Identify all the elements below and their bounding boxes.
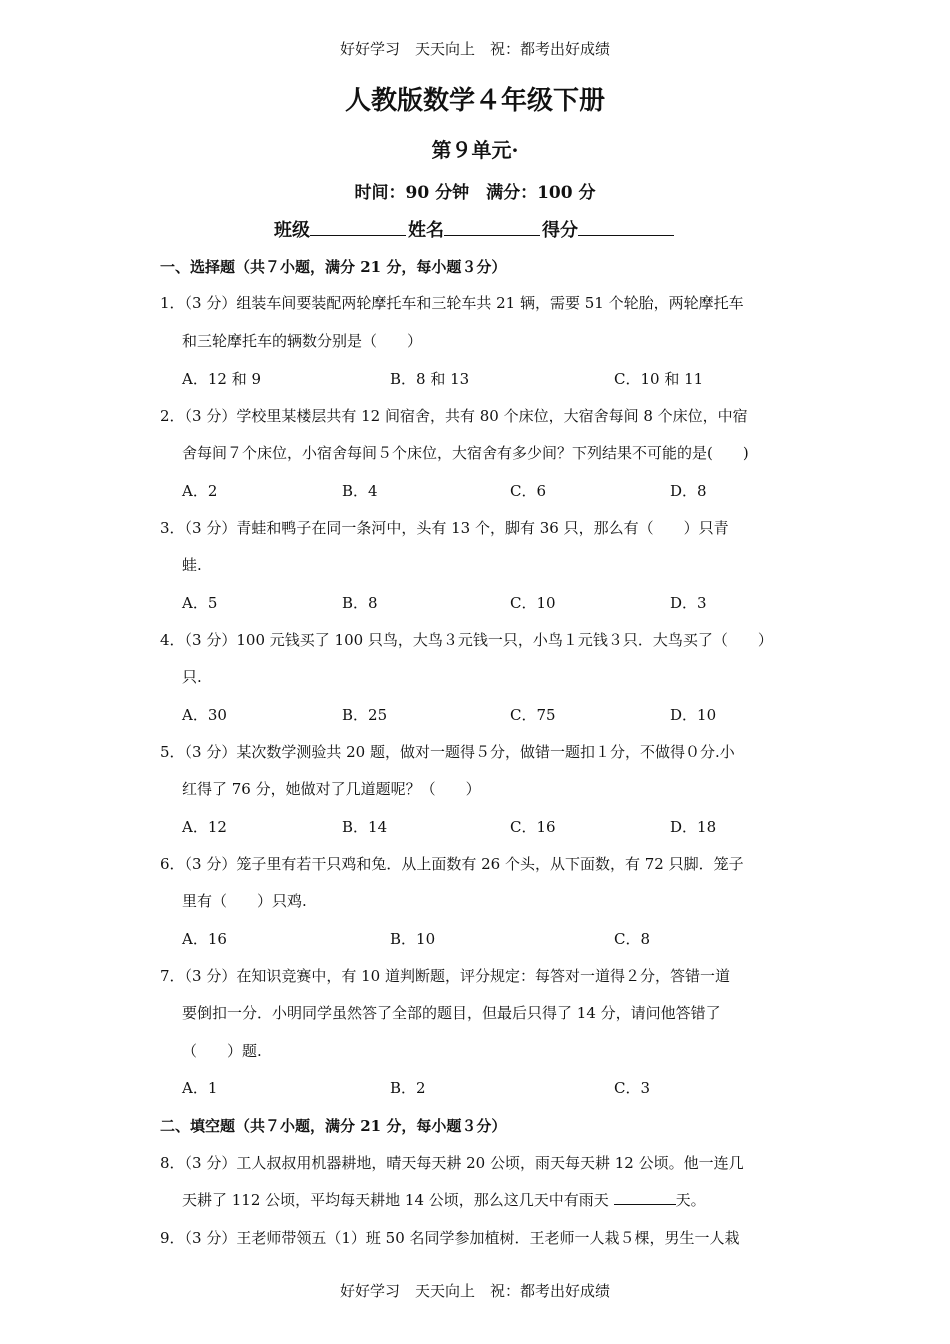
option[interactable]: B．10 bbox=[390, 930, 436, 948]
score-label: 得分 bbox=[542, 220, 578, 241]
question-line: 3．（3 分）青蛙和鸭子在同一条河中，头有 13 个，脚有 36 只，那么有（ ）只青 bbox=[160, 519, 729, 537]
student-info-line bbox=[0, 216, 950, 242]
question-line: 4．（3 分）100 元钱买了 100 只鸟，大鸟３元钱一只，小鸟１元钱３只．大鸟买了（ ） bbox=[160, 631, 773, 649]
question-line: 红得了 76 分，她做对了几道题呢？（ ） bbox=[182, 780, 481, 798]
option[interactable]: A．5 bbox=[182, 594, 218, 612]
question-line: 6．（3 分）笼子里有若干只鸡和兔．从上面数有 26 个头，从下面数，有 72 只脚．笼子 bbox=[160, 855, 744, 873]
question-line: 要倒扣一分．小明同学虽然答了全部的题目，但最后只得了 14 分，请问他答错了 bbox=[182, 1004, 721, 1022]
question-line: 2．（3 分）学校里某楼层共有 12 间宿舍，共有 80 个床位，大宿舍每间 8 个床位，中宿 bbox=[160, 407, 748, 425]
question-line: 8．（3 分）工人叔叔用机器耕地，晴天每天耕 20 公顷，雨天每天耕 12 公顷。他一连几 bbox=[160, 1154, 744, 1172]
option[interactable]: D．3 bbox=[670, 594, 707, 612]
question-line: 5．（3 分）某次数学测验共 20 题，做对一题得５分，做错一题扣１分，不做得０分.小 bbox=[160, 743, 735, 761]
page-title: 人教版数学４年级下册 bbox=[344, 86, 605, 116]
class-label: 班级 bbox=[274, 220, 310, 241]
option[interactable]: A．30 bbox=[182, 706, 227, 724]
option[interactable]: B．8 bbox=[342, 594, 378, 612]
question-line: 7．（3 分）在知识竞赛中，有 10 道判断题，评分规定：每答对一道得２分，答错一道 bbox=[160, 967, 730, 985]
class-blank[interactable] bbox=[310, 217, 406, 236]
option[interactable]: C．10 和 11 bbox=[614, 370, 704, 388]
question-line: （ ）题. bbox=[182, 1042, 262, 1060]
section-title: 二、填空题（共７小题，满分 21 分，每小题３分） bbox=[160, 1117, 507, 1135]
unit-title: 第９单元· bbox=[431, 138, 519, 162]
question-line: 1．（3 分）组装车间要装配两轮摩托车和三轮车共 21 辆，需要 51 个轮胎，两轮摩托车 bbox=[160, 294, 744, 312]
question-text: 天耕了 112 公顷，平均每天耕地 14 公顷，那么这几天中有雨天 bbox=[182, 1191, 614, 1209]
option[interactable]: A．12 和 9 bbox=[182, 370, 261, 388]
question-text: 天。 bbox=[675, 1191, 706, 1209]
option[interactable]: C．6 bbox=[510, 482, 547, 500]
question-line: 舍每间７个床位，小宿舍每间５个床位，大宿舍有多少间？下列结果不可能的是( ) bbox=[182, 444, 749, 462]
option[interactable]: A．16 bbox=[182, 930, 227, 948]
answer-blank[interactable] bbox=[614, 1190, 676, 1205]
option[interactable]: C．8 bbox=[614, 930, 651, 948]
option[interactable]: D．8 bbox=[670, 482, 707, 500]
question-line: 里有（ ）只鸡. bbox=[182, 892, 307, 910]
section-title: 一、选择题（共７小题，满分 21 分，每小题３分） bbox=[160, 258, 507, 276]
question-line: 和三轮摩托车的辆数分别是（ ） bbox=[182, 332, 423, 350]
time-score-line: 时间：90 分钟 满分：100 分 bbox=[354, 183, 596, 203]
option[interactable]: B．4 bbox=[342, 482, 378, 500]
option[interactable]: B．14 bbox=[342, 818, 388, 836]
question-line bbox=[182, 1189, 706, 1210]
option[interactable]: D．10 bbox=[670, 706, 717, 724]
name-blank[interactable] bbox=[444, 217, 540, 236]
page-header: 好好学习 天天向上 祝：都考出好成绩 bbox=[339, 40, 610, 58]
option[interactable]: D．18 bbox=[670, 818, 717, 836]
option[interactable]: B．25 bbox=[342, 706, 388, 724]
option[interactable]: B．2 bbox=[390, 1079, 426, 1097]
score-blank[interactable] bbox=[578, 217, 674, 236]
option[interactable]: A．12 bbox=[182, 818, 227, 836]
question-line: 只. bbox=[182, 668, 202, 686]
option[interactable]: C．10 bbox=[510, 594, 556, 612]
option[interactable]: C．75 bbox=[510, 706, 556, 724]
question-line: 蛙. bbox=[182, 556, 202, 574]
option[interactable]: A．1 bbox=[182, 1079, 218, 1097]
question-line: 9．（3 分）王老师带领五（1）班 50 名同学参加植树．王老师一人栽５棵，男生一人栽 bbox=[160, 1229, 740, 1247]
option[interactable]: A．2 bbox=[182, 482, 218, 500]
option[interactable]: C．3 bbox=[614, 1079, 651, 1097]
name-label: 姓名 bbox=[408, 220, 444, 241]
page-footer: 好好学习 天天向上 祝：都考出好成绩 bbox=[339, 1282, 610, 1300]
option[interactable]: B．8 和 13 bbox=[390, 370, 470, 388]
option[interactable]: C．16 bbox=[510, 818, 556, 836]
